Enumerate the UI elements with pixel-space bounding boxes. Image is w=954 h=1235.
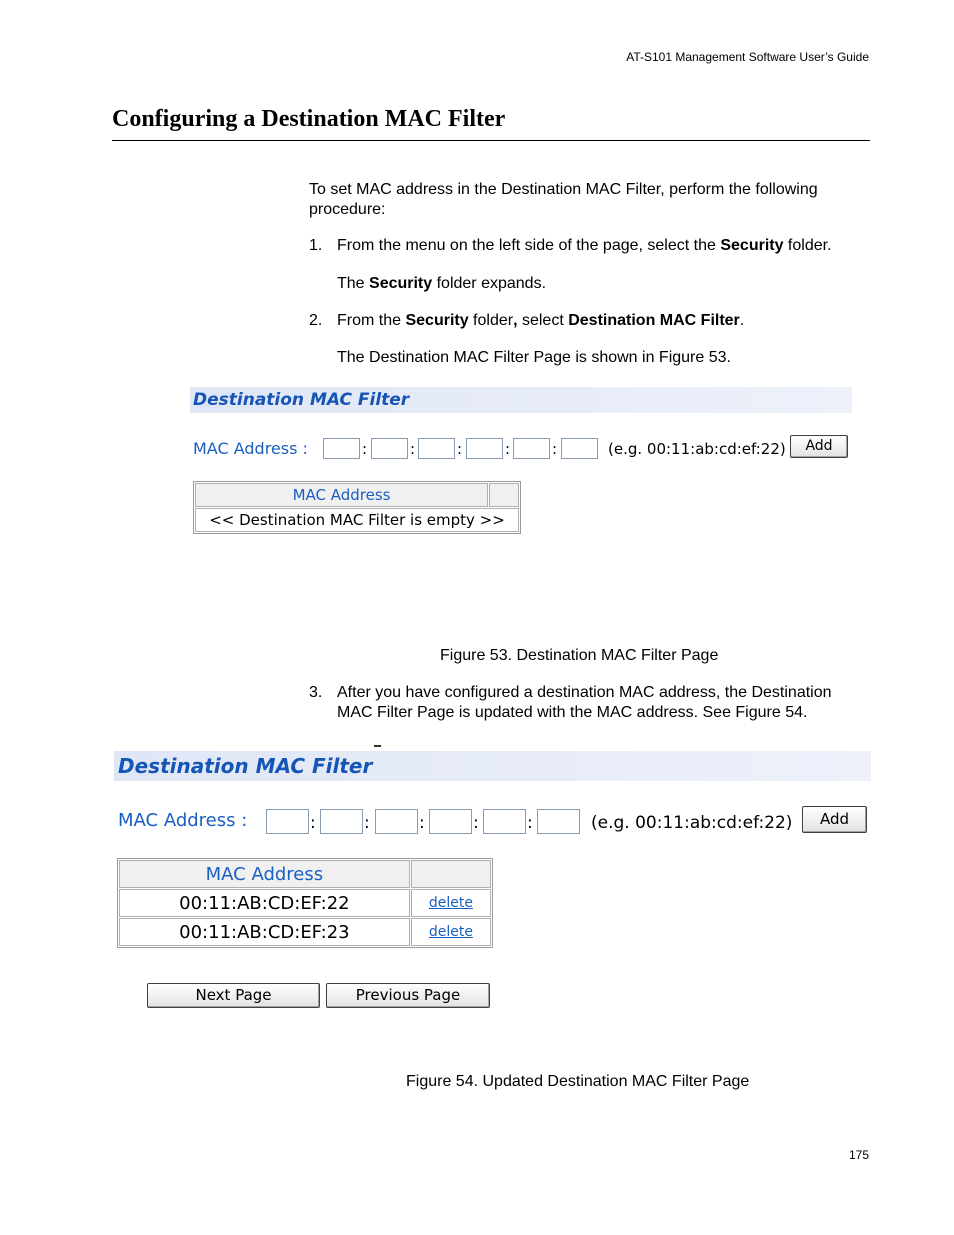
colon-separator: :: [505, 440, 511, 458]
figure-54: [114, 751, 872, 1013]
mac-address-cell: 00:11:AB:CD:EF:22: [119, 889, 410, 917]
colon-separator: :: [473, 813, 479, 833]
mac-address-label: MAC Address :: [193, 439, 308, 458]
mac-filter-table: [193, 481, 521, 534]
table-header-row: [195, 483, 519, 507]
section-title: Configuring a Destination MAC Filter: [112, 106, 506, 132]
colon-separator: :: [457, 440, 463, 458]
colon-separator: :: [410, 440, 416, 458]
step-text-line-1: After you have configured a destination MAC address, the Destination: [337, 684, 832, 701]
mac-octet-4-input[interactable]: [429, 809, 472, 834]
mac-address-label: MAC Address :: [118, 810, 248, 831]
mac-address-cell: 00:11:AB:CD:EF:23: [119, 918, 410, 946]
figure-banner: Destination MAC Filter: [114, 751, 871, 781]
step-3: [309, 683, 889, 723]
colon-separator: :: [527, 813, 533, 833]
mac-octet-2-input[interactable]: [371, 438, 408, 459]
mac-address-column-header: MAC Address: [195, 483, 488, 507]
figure-53-caption: Figure 53. Destination MAC Filter Page: [440, 647, 719, 664]
delete-link[interactable]: delete: [428, 924, 473, 940]
table-row: [195, 508, 519, 532]
step-number: 3.: [309, 684, 323, 701]
delete-link[interactable]: delete: [428, 895, 473, 911]
previous-page-button[interactable]: Previous Page: [326, 983, 490, 1008]
stray-mark: [374, 745, 381, 747]
mac-octet-5-input[interactable]: [513, 438, 550, 459]
step-text: From the menu on the left side of the page, select the Security folder.: [337, 237, 832, 254]
example-format-hint: (e.g. 00:11:ab:cd:ef:22): [608, 440, 786, 458]
page-number: 175: [848, 1148, 869, 1162]
colon-separator: :: [310, 813, 316, 833]
mac-octet-1-input[interactable]: [323, 438, 360, 459]
mac-octet-2-input[interactable]: [320, 809, 363, 834]
colon-separator: :: [419, 813, 425, 833]
colon-separator: :: [364, 813, 370, 833]
table-header-row: [119, 860, 491, 888]
add-button[interactable]: Add: [790, 435, 848, 458]
next-page-button[interactable]: Next Page: [147, 983, 320, 1008]
step-number: 1.: [309, 237, 323, 254]
mac-octet-3-input[interactable]: [375, 809, 418, 834]
empty-table-message: << Destination MAC Filter is empty >>: [195, 508, 519, 532]
step-text-line-2: MAC Filter Page is updated with the MAC address. See Figure 54.: [337, 704, 808, 721]
figure-53: [190, 387, 852, 537]
colon-separator: :: [362, 440, 368, 458]
mac-filter-table: [117, 858, 493, 948]
figure-54-caption: Figure 54. Updated Destination MAC Filter Page: [406, 1073, 750, 1090]
figure-banner: Destination MAC Filter: [190, 387, 852, 413]
action-column-header: [411, 860, 491, 888]
title-rule: [112, 140, 870, 141]
mac-octet-6-input[interactable]: [561, 438, 598, 459]
table-row: [119, 889, 491, 917]
action-column-header: [489, 483, 519, 507]
mac-octet-5-input[interactable]: [483, 809, 526, 834]
step-1-result: The Security folder expands.: [337, 275, 547, 292]
mac-octet-4-input[interactable]: [466, 438, 503, 459]
mac-octet-6-input[interactable]: [537, 809, 580, 834]
add-button[interactable]: Add: [802, 806, 867, 833]
step-2: [309, 311, 879, 331]
intro-paragraph: To set MAC address in the Destination MAC Filter, perform the following procedure:: [309, 181, 818, 218]
mac-octet-3-input[interactable]: [418, 438, 455, 459]
delete-cell: [411, 889, 491, 917]
mac-address-column-header: MAC Address: [119, 860, 410, 888]
running-header: AT-S101 Management Software User’s Guide: [626, 50, 869, 64]
table-row: [119, 918, 491, 946]
step-1: [309, 236, 879, 256]
step-number: 2.: [309, 312, 323, 329]
step-2-result: The Destination MAC Filter Page is shown in Figure 53.: [337, 349, 731, 366]
step-text: From the Security folder, select Destination MAC Filter.: [337, 312, 745, 329]
mac-octet-1-input[interactable]: [266, 809, 309, 834]
example-format-hint: (e.g. 00:11:ab:cd:ef:22): [591, 813, 793, 833]
colon-separator: :: [552, 440, 558, 458]
delete-cell: [411, 918, 491, 946]
